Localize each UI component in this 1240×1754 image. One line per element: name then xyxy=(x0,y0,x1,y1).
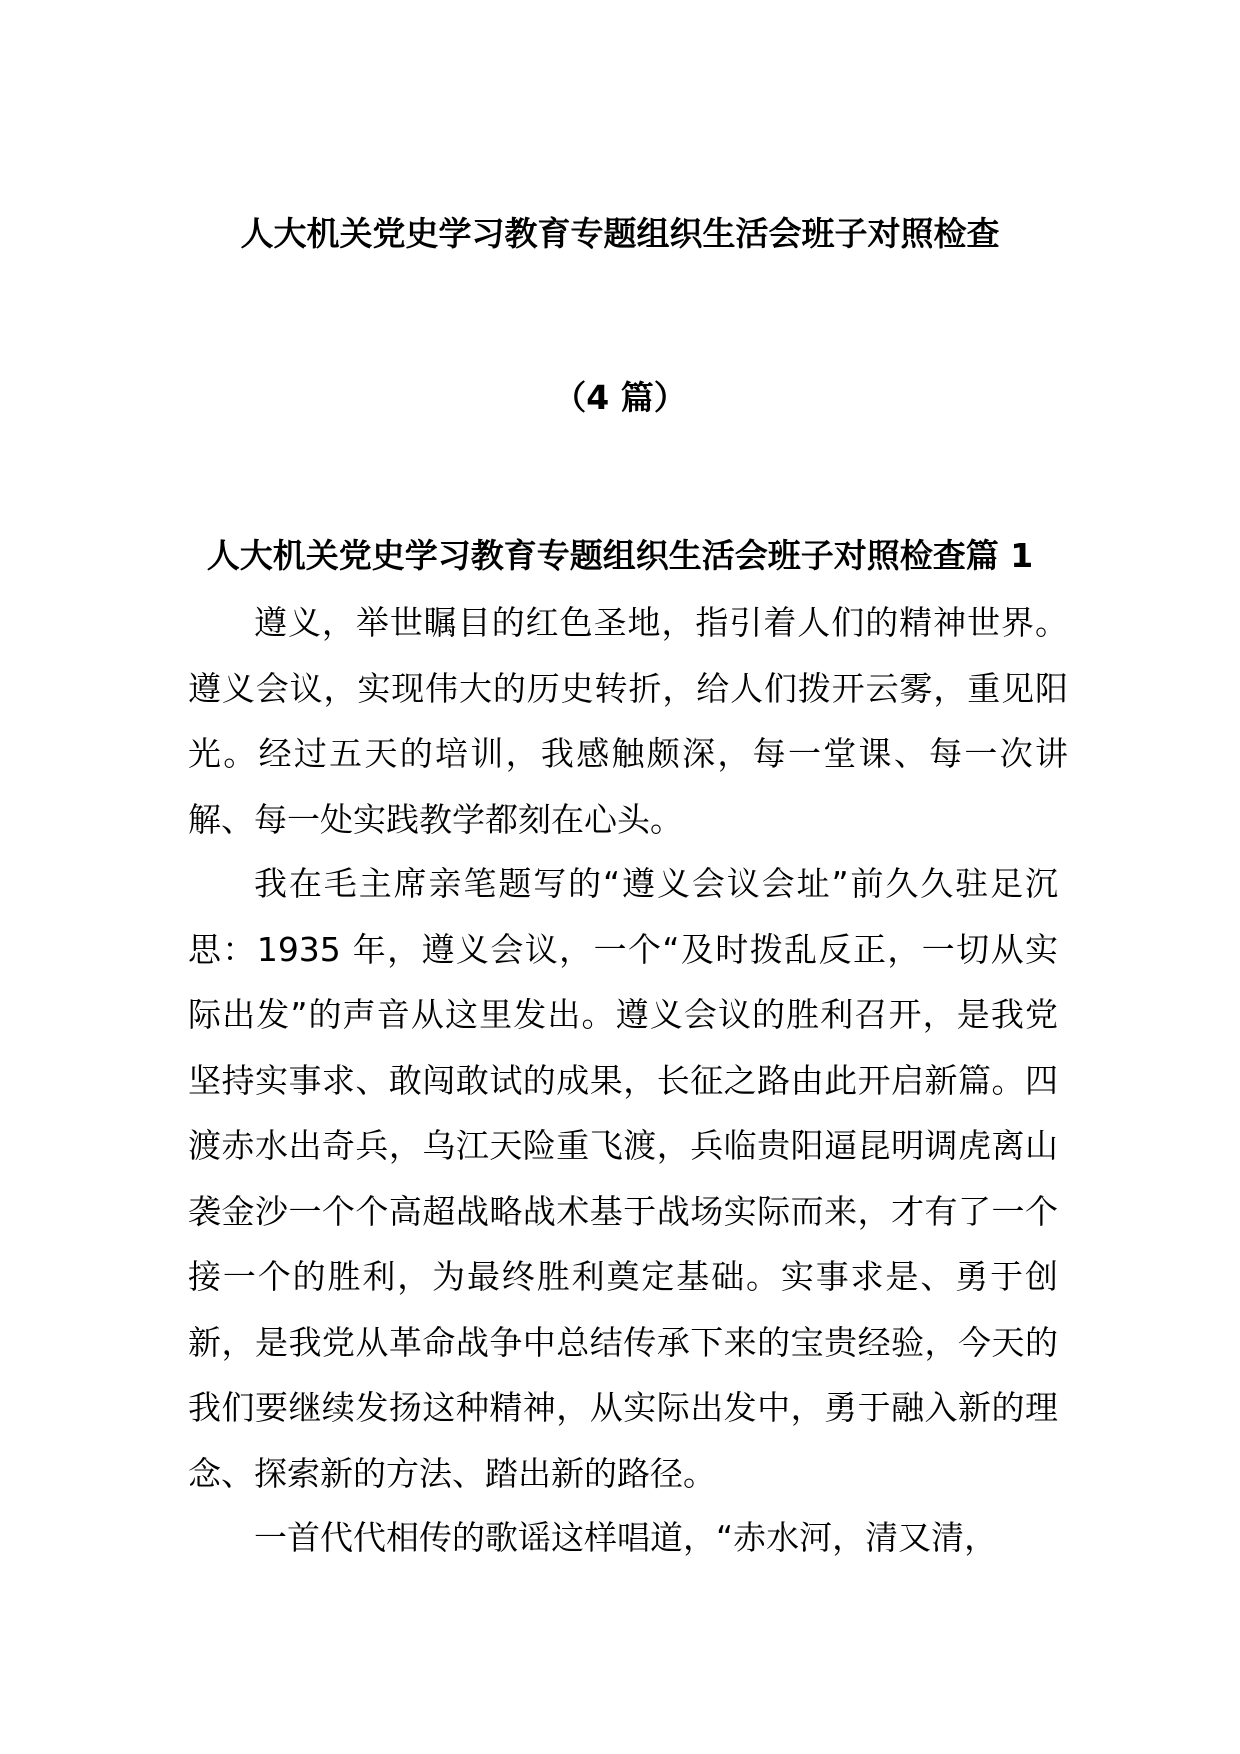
body-paragraph-1: 遵义，举世瞩目的红色圣地，指引着人们的精神世界。遵义会议，实现伟大的历史转折，给人们拨开云雾，重见阳光。经过五天的培训，我感触颇深，每一堂课、每一次讲解、每一处实践教学都刻在心头。 xyxy=(188,603,1068,839)
body-paragraph-3: 一首代代相传的歌谣这样唱道，“赤水河，清又清， xyxy=(254,1518,998,1557)
document-title: 人大机关党史学习教育专题组织生活会班子对照检查 xyxy=(240,214,1000,253)
document-count-label: （4 篇） xyxy=(553,378,687,417)
body-paragraph-2: 我在毛主席亲笔题写的“遵义会议会址”前久久驻足沉思：1935 年，遵义会议，一个“及时拨乱反正，一切从实际出发”的声音从这里发出。遵义会议的胜利召开，是我党坚持实事求、敢闯敢试的成果，长征之路由此开启新篇。四渡赤水出奇兵，乌江天险重飞渡，兵临贵阳逼昆明调虎离山袭金沙一个个高超战略战术基于战场实际而来，才有了一个接一个的胜利，为最终胜利奠定基础。实事求是、勇于创新，是我党从革命战争中总结传承下来的宝贵经验，今天的我们要继续发扬这种精神，从实际出发中，勇于融入新的理念、探索新的方法、踏出新的路径。 xyxy=(188,864,1058,1493)
section-heading: 人大机关党史学习教育专题组织生活会班子对照检查篇 1 xyxy=(206,536,1034,575)
